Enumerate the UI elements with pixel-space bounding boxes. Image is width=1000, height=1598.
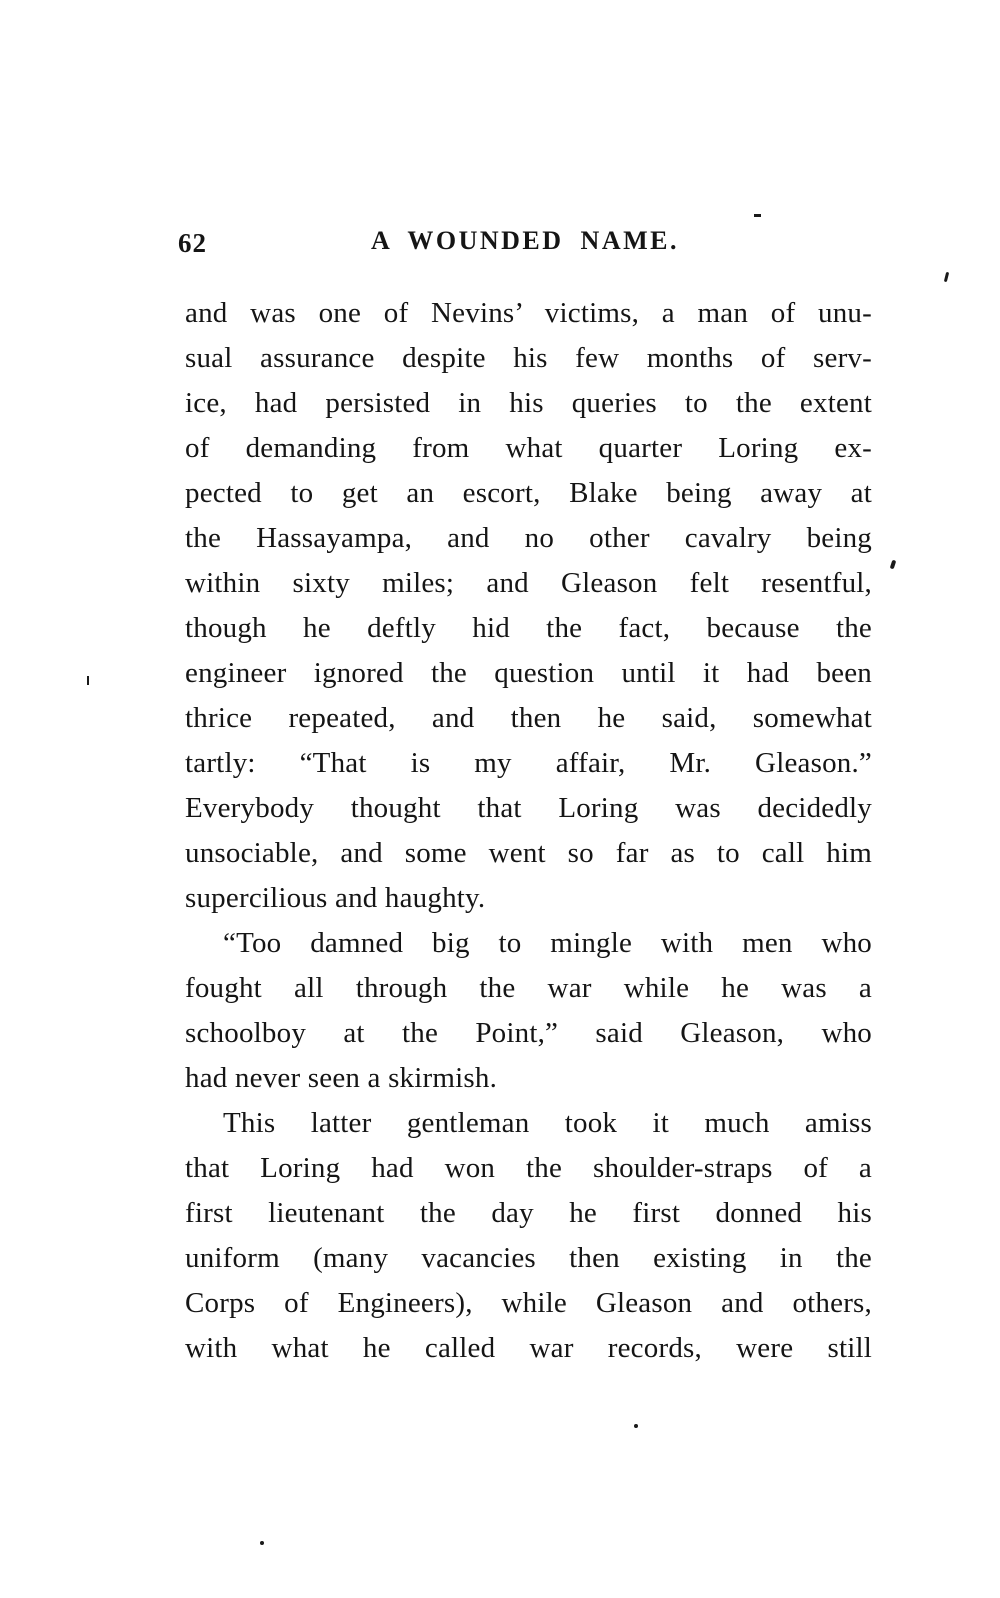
scan-speck [634, 1424, 638, 1428]
text-line: fought all through the war while he was a [185, 972, 872, 1004]
text-line: uniform (many vacancies then existing in the [185, 1242, 872, 1274]
text-line: tartly: “That is my affair, Mr. Gleason.” [185, 747, 872, 779]
text-line: engineer ignored the question until it had been [185, 657, 872, 689]
scan-speck [754, 214, 761, 217]
text-line: though he deftly hid the fact, because the [185, 612, 872, 644]
text-line: sual assurance despite his few months of serv- [185, 342, 872, 374]
running-title: A WOUNDED NAME. [371, 226, 679, 255]
text-line: with what he called war records, were still [185, 1332, 872, 1364]
text-line: first lieutenant the day he first donned his [185, 1197, 872, 1229]
page-number: 62 [178, 228, 207, 258]
text-line: and was one of Nevins’ victims, a man of unu- [185, 297, 872, 329]
text-line: schoolboy at the Point,” said Gleason, who [185, 1017, 872, 1049]
text-line: of demanding from what quarter Loring ex- [185, 432, 872, 464]
text-line: had never seen a skirmish. [185, 1062, 498, 1094]
text-line: Corps of Engineers), while Gleason and others, [185, 1287, 872, 1319]
text-line: that Loring had won the shoulder-straps of a [185, 1152, 872, 1184]
text-line: unsociable, and some went so far as to call him [185, 837, 872, 869]
scan-speck [890, 560, 897, 570]
text-line: pected to get an escort, Blake being away at [185, 477, 872, 509]
text-line: within sixty miles; and Gleason felt resentful, [185, 567, 872, 599]
text-line: “Too damned big to mingle with men who [223, 927, 872, 959]
text-line: the Hassayampa, and no other cavalry being [185, 522, 872, 554]
text-line: thrice repeated, and then he said, somewhat [185, 702, 872, 734]
body-text [185, 291, 872, 1371]
scan-speck [944, 272, 949, 282]
scan-speck [87, 676, 89, 685]
text-line: supercilious and haughty. [185, 882, 486, 914]
text-line: ice, had persisted in his queries to the extent [185, 387, 872, 419]
text-line: Everybody thought that Loring was decidedly [185, 792, 872, 824]
scan-speck [260, 1541, 264, 1545]
text-line: This latter gentleman took it much amiss [223, 1107, 872, 1139]
page-header [178, 226, 872, 262]
